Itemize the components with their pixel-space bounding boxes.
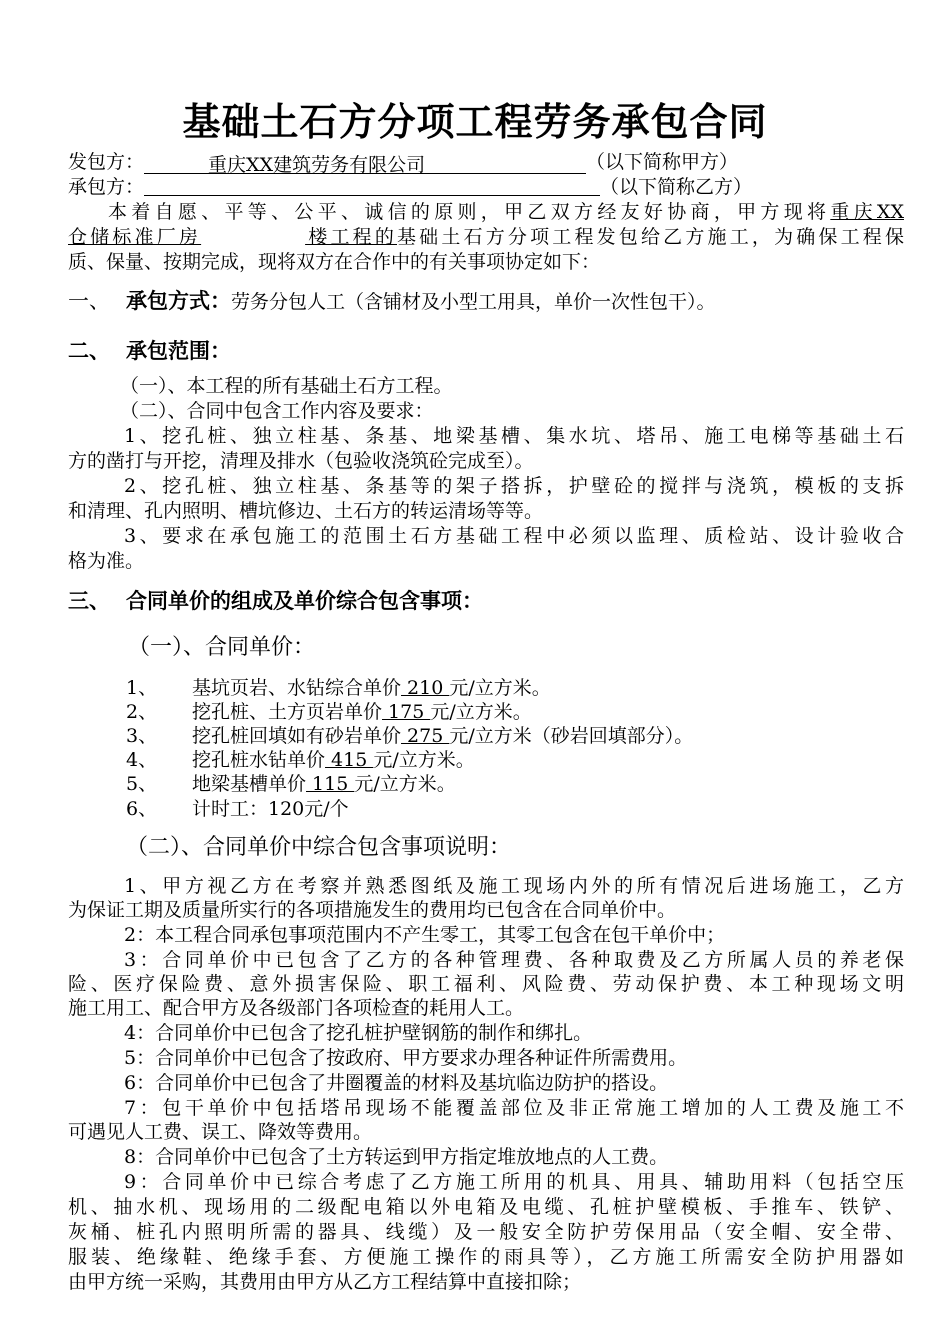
party-a-suffix: （以下简称甲方） [586, 151, 739, 173]
note-9d: 服装、绝缘鞋、绝缘手套、方便施工操作的雨具等），乙方施工所需安全防护用器如 [68, 1246, 904, 1268]
party-b-line [68, 175, 752, 199]
scope-item-3a: 3、要求在承包施工的范围土石方基础工程中必须以监理、质检站、设计验收合 [124, 525, 904, 547]
scope-item-2b: 和清理、孔内照明、槽坑修边、土石方的转运清场等等。 [68, 500, 544, 522]
note-3b: 险、医疗保险费、意外损害保险、职工福利、风险费、劳动保护费、本工种现场文明 [68, 973, 904, 995]
price-unit: 元/立方米。 [373, 749, 475, 771]
party-a-name-field [144, 153, 586, 174]
price-row [126, 748, 475, 772]
party-b-suffix: （以下简称乙方） [600, 176, 753, 198]
price-row [126, 676, 551, 700]
price-value: 115 [306, 773, 355, 795]
note-7b: 可遇见人工费、误工、降效等费用。 [68, 1121, 373, 1143]
note-4: 4：合同单价中已包含了挖孔桩护壁钢筋的制作和绑扎。 [124, 1022, 593, 1044]
price-row [126, 772, 456, 796]
section-1-text: 劳务分包人工（含铺材及小型工用具，单价一次性包干）。 [231, 291, 716, 313]
section-2-title: 承包范围： [126, 338, 231, 363]
scope-item-1b: 方的凿打与开挖，清理及排水（包验收浇筑砼完成至）。 [68, 450, 534, 472]
inclusions-subheading: （二）、合同单价中综合包含事项说明： [126, 835, 512, 860]
note-9e: 由甲方统一采购，其费用由甲方从乙方工程结算中直接扣除； [68, 1271, 582, 1293]
party-a-name: 重庆XX建筑劳务有限公司 [208, 154, 426, 176]
section-1 [68, 287, 716, 315]
scope-item-3b: 格为准。 [68, 550, 145, 572]
intro-line-3: 质、保量、按期完成，现将双方在合作中的有关事项协定如下： [68, 251, 601, 273]
price-number: 1、 [126, 677, 158, 699]
price-unit: 元/立方米。 [430, 701, 532, 723]
note-1b: 为保证工期及质量所实行的各项措施发生的费用均已包含在合同单价中。 [68, 899, 677, 921]
price-item: 计时工：120元/个 [192, 798, 349, 820]
price-number: 5、 [126, 773, 158, 795]
scope-p2: （二）、合同中包含工作内容及要求： [120, 400, 434, 422]
price-item: 挖孔桩、土方页岩单价 [192, 701, 383, 723]
price-unit: 元/立方米。 [354, 773, 456, 795]
section-3-title: 合同单价的组成及单价综合包含事项： [126, 588, 483, 613]
price-row [126, 700, 532, 724]
price-number: 3、 [126, 725, 158, 747]
intro-text-2: 基础土石方分项工程发包给乙方施工，为确保工程保 [397, 226, 904, 248]
party-b-name-field [144, 175, 600, 196]
document-title: 基础土石方分项工程劳务承包合同 [182, 99, 768, 144]
note-3a: 3：合同单价中已包含了乙方的各种管理费、各种取费及乙方所属人员的养老保 [124, 949, 904, 971]
note-6: 6：合同单价中已包含了井圈覆盖的材料及基坑临边防护的搭设。 [124, 1072, 669, 1094]
intro-text-1: 本着自愿、平等、公平、诚信的原则，甲乙双方经友好协商，甲方现将 [108, 201, 831, 223]
price-item: 挖孔桩水钻单价 [192, 749, 326, 771]
project-name-1: 重庆XX [830, 201, 904, 223]
price-value: 415 [325, 749, 374, 771]
intro-line-2 [68, 225, 904, 249]
note-1a: 1、甲方视乙方在考察并熟悉图纸及施工现场内外的所有情况后进场施工，乙方 [124, 875, 904, 897]
note-9c: 灰桶、桩孔内照明所需的器具、线缆）及一般安全防护劳保用品（安全帽、安全带、 [68, 1221, 904, 1243]
party-a-label: 发包方： [68, 151, 145, 173]
price-value: 275 [401, 725, 450, 747]
section-2-heading [68, 337, 231, 365]
price-unit: 元/立方米。 [449, 677, 551, 699]
section-1-number: 一、 [68, 289, 110, 313]
section-3-number: 三、 [68, 588, 110, 613]
note-7a: 7：包干单价中包括塔吊现场不能覆盖部位及非正常施工增加的人工费及施工不 [124, 1097, 904, 1119]
price-item: 挖孔桩回填如有砂岩单价 [192, 725, 402, 747]
price-item: 基坑页岩、水钻综合单价 [192, 677, 402, 699]
price-item: 地梁基槽单价 [192, 773, 307, 795]
project-name-3: 楼工程的 [305, 226, 397, 248]
party-b-label: 承包方： [68, 176, 145, 198]
price-row [126, 797, 349, 821]
scope-p1: （一）、本工程的所有基础土石方工程。 [120, 375, 453, 397]
price-unit: 元/立方米（砂岩回填部分）。 [449, 725, 694, 747]
section-2-number: 二、 [68, 338, 110, 363]
price-value: 175 [382, 701, 431, 723]
scope-item-2a: 2、挖孔桩、独立柱基、条基等的架子搭拆，护壁砼的搅拌与浇筑，模板的支拆 [124, 475, 904, 497]
section-1-title: 承包方式： [126, 288, 231, 313]
price-value: 210 [401, 677, 450, 699]
note-3c: 施工用工、配合甲方及各级部门各项检查的耗用人工。 [68, 997, 525, 1019]
party-a-line [68, 150, 738, 174]
note-9a: 9：合同单价中已综合考虑了乙方施工所用的机具、用具、辅助用料（包括空压 [124, 1171, 904, 1193]
project-name-2: 仓储标准厂房 [68, 226, 202, 248]
price-number: 2、 [126, 701, 158, 723]
note-5: 5：合同单价中已包含了按政府、甲方要求办理各种证件所需费用。 [124, 1047, 688, 1069]
unit-price-subheading: （一）、合同单价： [128, 635, 316, 660]
note-8: 8：合同单价中已包含了土方转运到甲方指定堆放地点的人工费。 [124, 1146, 669, 1168]
price-row [126, 724, 693, 748]
scope-item-1a: 1、挖孔桩、独立柱基、条基、地梁基槽、集水坑、塔吊、施工电梯等基础土石 [124, 425, 904, 447]
intro-line-1 [68, 200, 904, 224]
price-number: 4、 [126, 749, 158, 771]
price-number: 6、 [126, 798, 158, 820]
note-9b: 机、抽水机、现场用的二级配电箱以外电箱及电缆、孔桩护壁模板、手推车、铁铲、 [68, 1196, 904, 1218]
note-2: 2：本工程合同承包事项范围内不产生零工，其零工包含在包干单价中； [124, 924, 726, 946]
section-3-heading [68, 587, 483, 615]
